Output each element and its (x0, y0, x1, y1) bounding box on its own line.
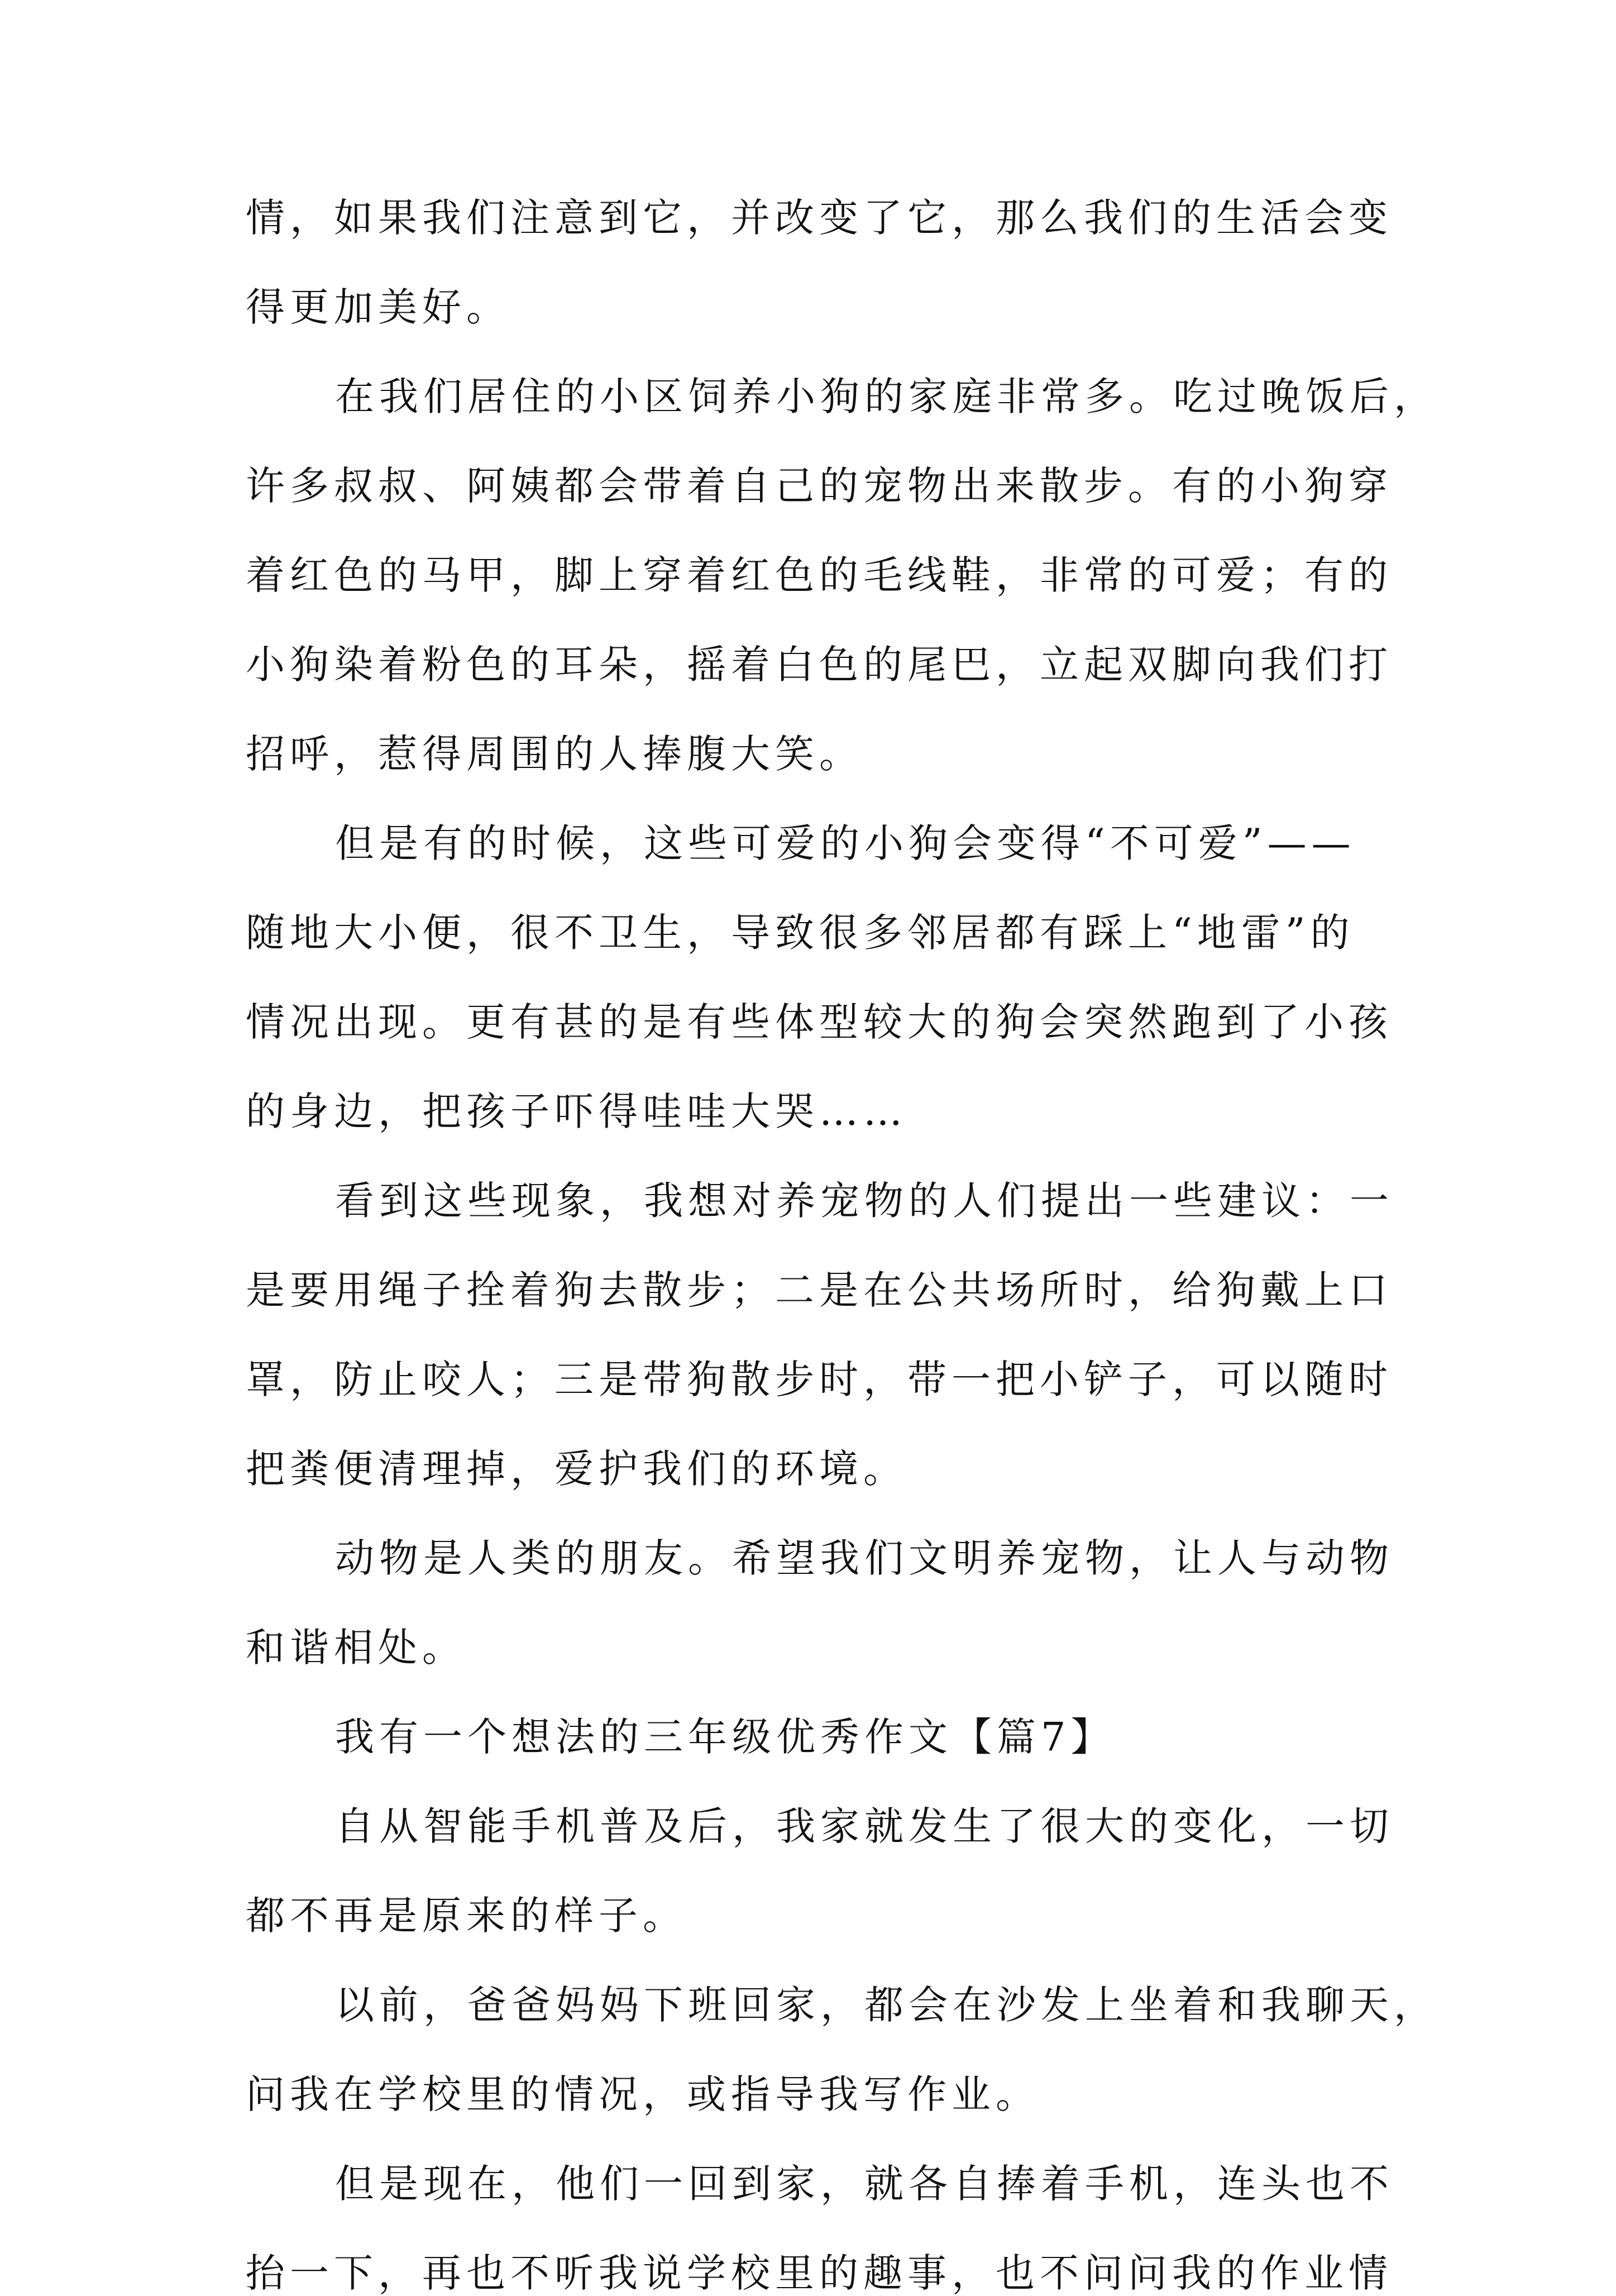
paragraph-start-line: 看到这些现象，我想对养宠物的人们提出一些建议：一 (335, 1178, 1394, 1224)
text-line: 罩，防止咬人；三是带狗散步时，带一把小铲子，可以随时 (246, 1357, 1393, 1402)
paragraph-start-line: 以前，爸爸妈妈下班回家，都会在沙发上坐着和我聊天， (335, 1982, 1438, 2028)
text-line: 得更加美好。 (246, 284, 510, 330)
paragraph-start-line: 在我们居住的小区饲养小狗的家庭非常多。吃过晚饭后， (335, 374, 1438, 419)
text-line: 着红色的马甲，脚上穿着红色的毛线鞋，非常的可爱；有的 (246, 552, 1393, 598)
text-line: 问我在学校里的情况，或指导我写作业。 (246, 2071, 1040, 2117)
text-line: 抬一下，再也不听我说学校里的趣事，也不问问我的作业情 (246, 2250, 1393, 2296)
text-line: 招呼，惹得周围的人捧腹大笑。 (246, 731, 863, 777)
paragraph-start-line: 但是有的时候，这些可爱的小狗会变得“不可爱”—— (335, 820, 1356, 866)
document-body (246, 195, 1438, 2296)
text-line: 情况出现。更有甚的是有些体型较大的狗会突然跑到了小孩 (246, 999, 1393, 1045)
paragraph-start-line: 动物是人类的朋友。希望我们文明养宠物，让人与动物 (335, 1535, 1394, 1581)
paragraph-start-line: 自从智能手机普及后，我家就发生了很大的变化，一切 (335, 1803, 1394, 1849)
text-line: 小狗染着粉色的耳朵，摇着白色的尾巴，立起双脚向我们打 (246, 642, 1393, 688)
text-line: 是要用绳子拴着狗去散步；二是在公共场所时，给狗戴上口 (246, 1267, 1393, 1313)
text-line: 情，如果我们注意到它，并改变了它，那么我们的生活会变 (246, 195, 1393, 241)
text-line: 把粪便清理掉，爱护我们的环境。 (246, 1446, 907, 1492)
paragraph-start-line: 但是现在，他们一回到家，就各自捧着手机，连头也不 (335, 2161, 1394, 2207)
text-line: 和谐相处。 (246, 1625, 466, 1670)
section-heading: 我有一个想法的三年级优秀作文【篇7】 (335, 1714, 1115, 1760)
text-line: 都不再是原来的样子。 (246, 1893, 687, 1939)
text-line: 的身边，把孩子吓得哇哇大哭…… (246, 1089, 907, 1134)
text-line: 许多叔叔、阿姨都会带着自己的宠物出来散步。有的小狗穿 (246, 463, 1393, 509)
text-line: 随地大小便，很不卫生，导致很多邻居都有踩上“地雷”的 (246, 910, 1355, 956)
